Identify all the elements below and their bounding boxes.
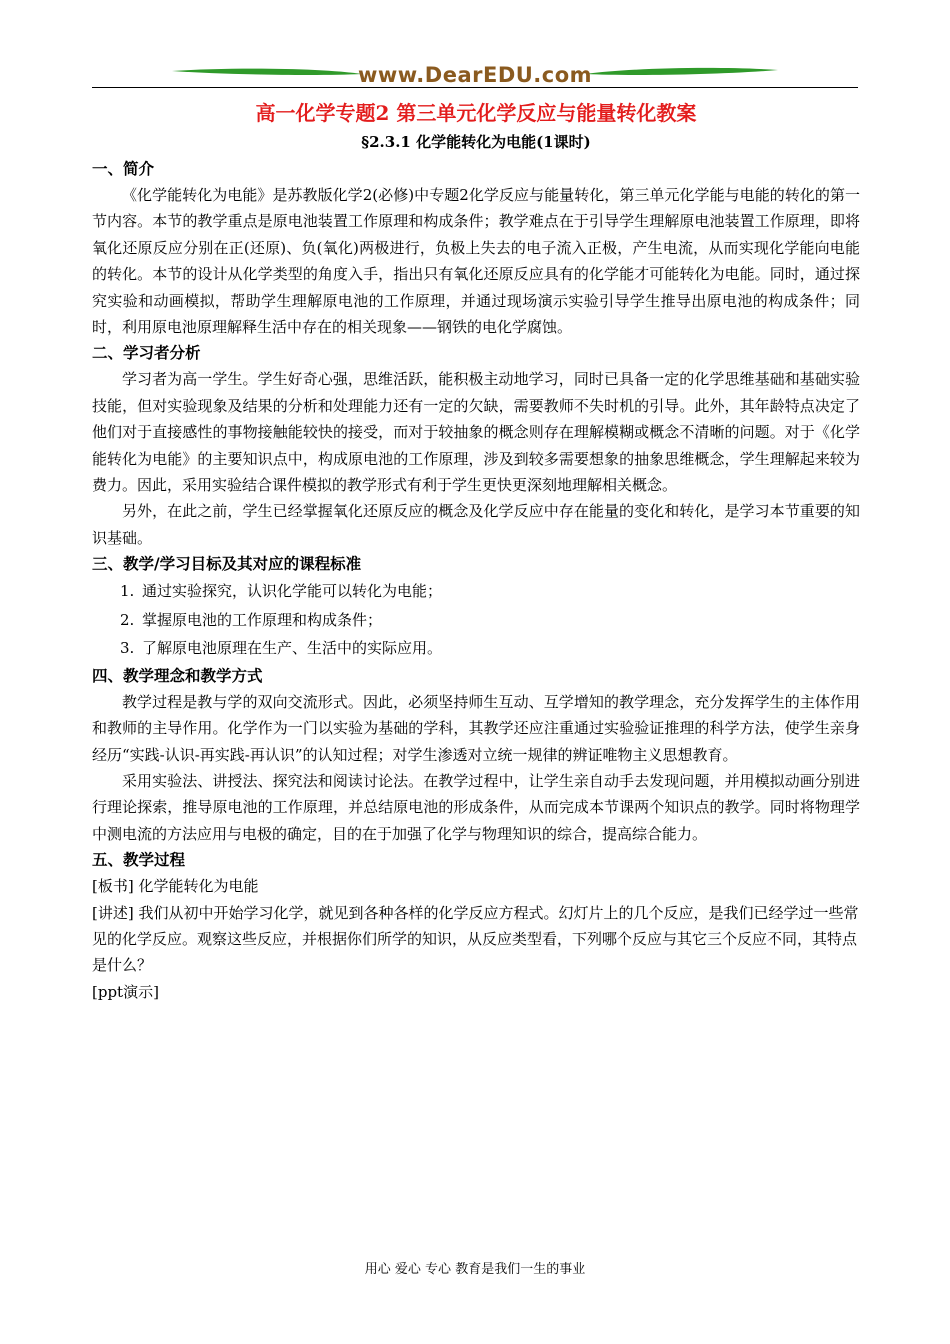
site-logo-text[interactable]: www.DearEDU.com <box>357 63 593 87</box>
list-number: 3. <box>120 639 135 658</box>
section-goals <box>92 551 860 663</box>
section-process <box>92 847 860 1005</box>
list-number: 2. <box>120 610 135 629</box>
paragraph: 采用实验法、讲授法、探究法和阅读讨论法。在教学过程中，让学生亲自动手去发现问题，并用模拟动画分别进行理论探索，推导原电池的工作原理，并总结原电池的形成条件，从而完成本节课两个知识点的教学。同时将物理学中测电流的方法应用与电极的确定，目的在于加强了化学与物理知识的综合，提高综合能力。 <box>92 772 860 843</box>
section-intro <box>92 156 860 340</box>
goals-list <box>92 577 860 663</box>
page-footer: 用心 爱心 专心 教育是我们一生的事业 <box>364 1262 586 1277</box>
paragraph: 另外，在此之前，学生已经掌握氧化还原反应的概念及化学反应中存在能量的变化和转化，是学习本节重要的知识基础。 <box>92 502 860 547</box>
list-item-text: 了解原电池原理在生产、生活中的实际应用。 <box>142 639 443 658</box>
list-item <box>92 577 860 606</box>
list-number: 1. <box>120 582 135 601</box>
paragraph: 《化学能转化为电能》是苏教版化学2(必修)中专题2化学反应与能量转化，第三单元化学能与电能的转化的第一节内容。本节的教学重点是原电池装置工作原理和构成条件；教学难点在于引导学生理解原电池装置工作原理，即将氧化还原反应分别在正(还原)、负(氧化)两极进行，负极上失去的电子流入正极，产生电流，从而实现化学能向电能的转化。本节的设计从化学类型的角度入手，指出只有氧化还原反应具有的化学能才可能转化为电能。同时，通过探究实验和动画模拟，帮助学生理解原电池的工作原理，并通过现场演示实验引导学生推导出原电池的构成条件；同时，利用原电池原理解释生活中存在的相关现象——钢铁的电化学腐蚀。 <box>92 186 860 337</box>
list-item-text: 通过实验探究，认识化学能可以转化为电能； <box>142 582 443 601</box>
page-subtitle: §2.3.1 化学能转化为电能(1课时) <box>361 133 591 151</box>
ppt-demo-line: [ppt演示] <box>92 982 159 1001</box>
list-item <box>92 634 860 663</box>
list-item <box>92 606 860 635</box>
section-heading: 三、教学/学习目标及其对应的课程标准 <box>92 554 362 574</box>
list-item-text: 掌握原电池的工作原理和构成条件； <box>142 610 383 629</box>
site-logo-banner <box>172 62 778 88</box>
section-heading: 一、简介 <box>92 159 155 178</box>
section-heading: 五、教学过程 <box>92 850 186 870</box>
board-writing-line: [板书] 化学能转化为电能 <box>92 877 259 896</box>
page-title: 高一化学专题2 第三单元化学反应与能量转化教案 <box>255 101 697 125</box>
section-learners <box>92 340 860 551</box>
paragraph: 学习者为高一学生。学生好奇心强，思维活跃，能积极主动地学习，同时已具备一定的化学思维基础和基础实验技能，但对实验现象及结果的分析和处理能力还有一定的欠缺，需要教师不失时机的引导。此外，其年龄特点决定了他们对于直接感性的事物接触能较快的接受，而对于较抽象的概念则存在理解模糊或概念不清晰的问题。对于《化学能转化为电能》的主要知识点中，构成原电池的工作原理，涉及到较多需要想象的抽象思维概念，学生理解起来较为费力。因此，采用实验结合课件模拟的教学形式有利于学生更快更深刻地理解相关概念。 <box>92 370 860 495</box>
header-divider <box>92 87 858 88</box>
section-heading: 二、学习者分析 <box>92 343 201 363</box>
document-body <box>92 96 860 1005</box>
paragraph: 教学过程是教与学的双向交流形式。因此，必须坚持师生互动、互学增知的教学理念，充分发挥学生的主体作用和教师的主导作用。化学作为一门以实验为基础的学科，其教学还应注重通过实验验证推理的科学方法，使学生亲身经历“实践-认识-再实践-再认识”的认知过程；对学生渗透对立统一规律的辨证唯物主义思想教育。 <box>92 692 860 764</box>
section-heading: 四、教学理念和教学方式 <box>92 665 263 685</box>
narration-line: [讲述] 我们从初中开始学习化学，就见到各种各样的化学反应方程式。幻灯片上的几个反应，是我们已经学过一些常见的化学反应。观察这些反应，并根据你们所学的知识，从反应类型看，下列哪个反应与其它三个反应不同，其特点是什么？ <box>92 903 859 975</box>
section-philosophy <box>92 663 860 847</box>
